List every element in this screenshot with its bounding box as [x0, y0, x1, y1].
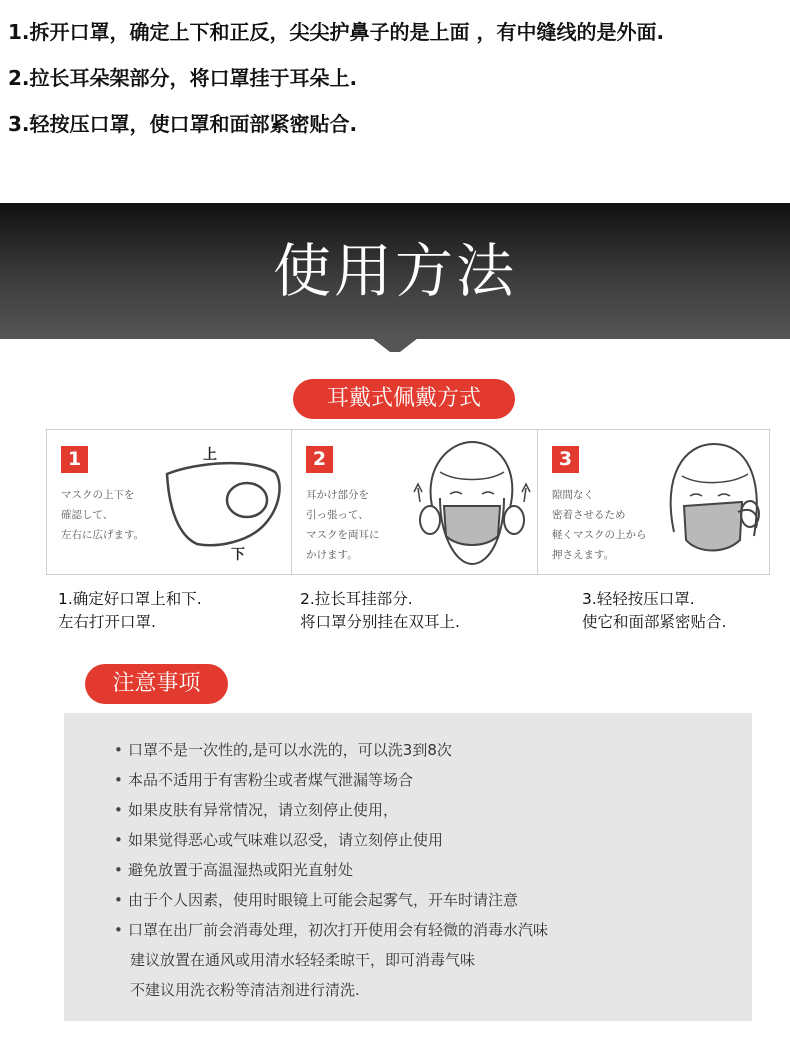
bullet-icon: • [114, 741, 123, 759]
intro-line-3: 3.轻按压口罩，使口罩和面部紧密贴合. [8, 112, 358, 136]
step-2-jp-line: 耳かけ部分を [306, 489, 369, 501]
step-3-jp-line: 押さえます。 [552, 549, 615, 561]
step-2-jp-line: 引っ張って、 [306, 509, 369, 521]
step-1-jp-line: 確認して、 [61, 509, 114, 521]
notes-panel [64, 713, 752, 1021]
step-2-caption-line: 2.拉长耳挂部分. [300, 590, 413, 608]
list-item: • 口罩不是一次性的,是可以水洗的，可以洗3到8次 [114, 735, 548, 765]
step-3 [538, 430, 769, 574]
intro-line-1: 1.拆开口罩，确定上下和正反，尖尖护鼻子的是上面 ，有中缝线的是外面. [8, 20, 665, 44]
step-2-caption-line: 将口罩分别挂在双耳上. [300, 613, 460, 631]
mask-flat-icon [157, 440, 287, 565]
bullet-icon: • [114, 801, 123, 819]
step-3-jp-line: 密着させるため [552, 509, 626, 521]
step-2-caption [300, 588, 460, 634]
face-mask-front-icon [410, 436, 534, 574]
banner-notch-icon [0, 0, 790, 360]
intro-line-2: 2.拉长耳朵架部分，将口罩挂于耳朵上. [8, 66, 358, 90]
bullet-icon: • [114, 921, 123, 939]
step-2-jp-text [306, 485, 380, 565]
list-item: • 如果皮肤有异常情况，请立刻停止使用， [114, 795, 548, 825]
list-item-continuation: 建议放置在通风或用清水轻轻柔晾干，即可消毒气味 [130, 951, 476, 969]
step-3-jp-line: 隙間なく [552, 489, 594, 501]
list-item: • 本品不适用于有害粉尘或者煤气泄漏等场合 [114, 765, 548, 795]
step-2-jp-line: マスクを両耳に [306, 529, 380, 541]
mask-bottom-label: 下 [231, 547, 245, 563]
steps-panel [46, 429, 770, 575]
step-3-number: 3 [552, 446, 579, 473]
mask-top-label: 上 [203, 447, 217, 463]
step-1-caption [58, 588, 202, 634]
list-item: • 口罩在出厂前会消毒处理，初次打开使用会有轻微的消毒水汽味 [114, 915, 548, 945]
list-item: • 避免放置于高温湿热或阳光直射处 [114, 855, 548, 885]
step-2-number: 2 [306, 446, 333, 473]
bullet-icon: • [114, 831, 123, 849]
step-2 [292, 430, 537, 574]
wear-method-title: 耳戴式佩戴方式 [293, 379, 515, 419]
step-1-caption-line: 1.确定好口罩上和下. [58, 590, 202, 608]
step-1-number: 1 [61, 446, 88, 473]
list-item: • 如果觉得恶心或气味难以忍受，请立刻停止使用 [114, 825, 548, 855]
bullet-icon: • [114, 771, 123, 789]
list-item-continuation: 不建议用洗衣粉等清洁剂进行清洗. [130, 981, 360, 999]
step-3-caption-line: 使它和面部紧密贴合. [582, 613, 727, 631]
step-3-caption-line: 3.轻轻按压口罩. [582, 590, 695, 608]
step-3-jp-line: 軽くマスクの上から [552, 529, 647, 541]
step-1-jp-line: マスクの上下を [61, 489, 135, 501]
step-1-caption-line: 左右打开口罩. [58, 613, 156, 631]
bullet-icon: • [114, 891, 123, 909]
list-item: • 由于个人因素，使用时眼镜上可能会起雾气，开车时请注意 [114, 885, 548, 915]
bullet-icon: • [114, 861, 123, 879]
step-1-jp-line: 左右に広げます。 [61, 529, 145, 541]
step-1-jp-text [61, 485, 144, 545]
notes-title: 注意事项 [85, 664, 228, 704]
notes-list [114, 735, 548, 1005]
banner-title: 使用方法 [272, 237, 517, 305]
step-3-caption [582, 588, 726, 634]
face-mask-side-icon [656, 436, 768, 574]
step-1 [47, 430, 291, 574]
step-2-jp-line: かけます。 [306, 549, 358, 561]
step-3-jp-text [552, 485, 647, 565]
